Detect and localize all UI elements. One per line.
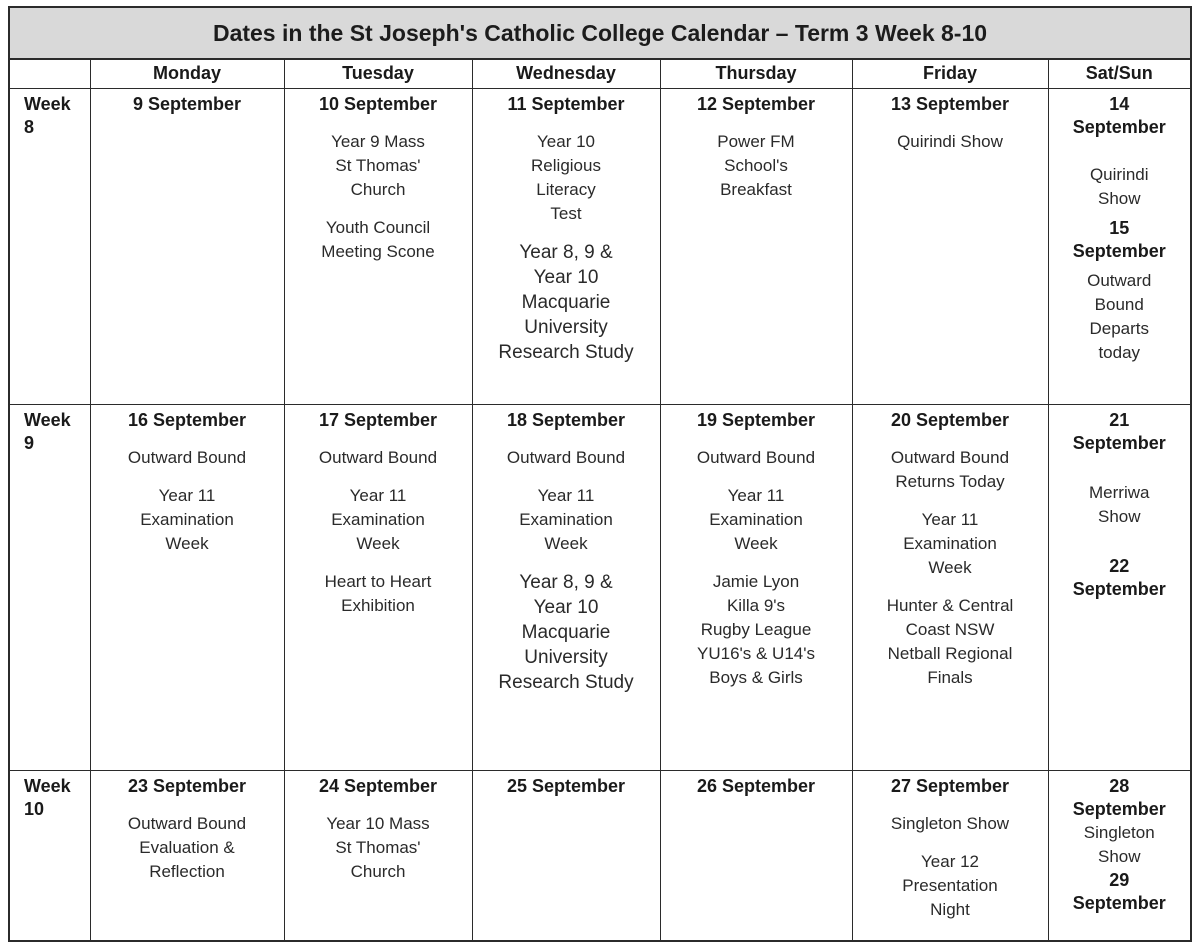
event-line: Outward Bound	[696, 447, 816, 467]
event	[477, 446, 656, 470]
event-line: Quirindi Show	[897, 131, 1003, 151]
weekend-date-line: September	[1072, 240, 1166, 261]
day-cell	[472, 770, 660, 942]
event	[665, 446, 848, 470]
event-line: Heart to Heart	[324, 571, 432, 591]
event-line: Presentation	[902, 875, 998, 895]
weekend-date-line: 15	[1109, 217, 1130, 238]
event	[95, 446, 280, 470]
event	[289, 812, 468, 884]
day-cell	[284, 404, 472, 770]
event-line: University	[524, 646, 608, 668]
event-line: Meeting Scone	[321, 241, 435, 261]
event	[857, 508, 1044, 580]
day-cell	[660, 88, 852, 404]
week-label	[10, 770, 90, 942]
weekend-event	[1053, 481, 1187, 529]
event-line: Year 11	[349, 485, 407, 505]
week-label-line: 8	[24, 116, 35, 137]
header-tuesday: Tuesday	[284, 60, 472, 88]
header-row	[10, 60, 1190, 88]
header-satsun: Sat/Sun	[1048, 60, 1190, 88]
weekend-event	[1053, 269, 1187, 365]
weekend-event-line: Departs	[1089, 318, 1150, 338]
day-date: 23 September	[127, 775, 247, 796]
weekend-date	[1053, 409, 1187, 455]
event-line: Coast NSW	[905, 619, 995, 639]
event	[857, 850, 1044, 922]
event-line: Singleton Show	[890, 813, 1010, 833]
event-line: Examination	[331, 509, 425, 529]
day-date: 16 September	[127, 409, 247, 430]
event-line: Finals	[927, 667, 973, 687]
event	[857, 446, 1044, 494]
calendar-title: Dates in the St Joseph's Catholic College Calendar – Term 3 Week 8-10	[10, 8, 1190, 60]
event-line: Jamie Lyon	[712, 571, 800, 591]
event	[477, 484, 656, 556]
event	[665, 484, 848, 556]
event-line: Week	[544, 533, 588, 553]
week-label	[10, 404, 90, 770]
day-cell	[852, 770, 1048, 942]
weekend-date-line: 22	[1109, 555, 1130, 576]
event	[477, 570, 656, 695]
day-date: 20 September	[890, 409, 1010, 430]
event-line: Youth Council	[325, 217, 431, 237]
weekend-date	[1053, 555, 1187, 601]
event	[477, 240, 656, 365]
event-line: St Thomas'	[335, 155, 421, 175]
event-line: Year 10	[533, 266, 599, 288]
event-line: Examination	[519, 509, 613, 529]
event	[857, 594, 1044, 690]
day-cell	[472, 88, 660, 404]
event-line: Examination	[140, 509, 234, 529]
header-wednesday: Wednesday	[472, 60, 660, 88]
event-line: Week	[165, 533, 209, 553]
calendar	[8, 6, 1192, 942]
day-cell	[852, 404, 1048, 770]
day-date: 9 September	[132, 93, 242, 114]
event-line: Returns Today	[895, 471, 1005, 491]
event	[289, 216, 468, 264]
week-label	[10, 88, 90, 404]
event-line: Year 11	[727, 485, 785, 505]
weekend-date	[1053, 217, 1187, 263]
weekend-date-line: 28	[1109, 775, 1130, 796]
day-date: 10 September	[318, 93, 438, 114]
day-cell	[284, 88, 472, 404]
event-line: Year 8, 9 &	[519, 241, 613, 263]
event	[289, 484, 468, 556]
event-line: YU16's & U14's	[697, 643, 815, 663]
event-line: Religious	[531, 155, 601, 175]
weekend-date-line: September	[1072, 798, 1166, 819]
event-line: Outward Bound	[127, 813, 247, 833]
day-date: 17 September	[318, 409, 438, 430]
weekend-event-line: Bound	[1094, 294, 1144, 314]
event-line: Examination	[709, 509, 803, 529]
week-label-line: 10	[24, 798, 45, 819]
weekend-event-line: Show	[1097, 506, 1141, 526]
event-line: Year 9 Mass	[331, 131, 425, 151]
day-cell	[90, 88, 284, 404]
event	[665, 570, 848, 690]
weekend-date-line: September	[1072, 578, 1166, 599]
weekend-event-line: Merriwa	[1089, 482, 1150, 502]
event-line: Rugby League	[700, 619, 812, 639]
week-row	[10, 770, 1190, 942]
event-line: Church	[350, 861, 406, 881]
weekend-cell	[1048, 770, 1190, 942]
event	[95, 812, 280, 884]
event-line: Research Study	[498, 341, 634, 363]
day-cell	[284, 770, 472, 942]
day-cell	[660, 404, 852, 770]
event-line: Literacy	[536, 179, 596, 199]
event-line: Test	[550, 203, 582, 223]
event-line: Boys & Girls	[709, 667, 803, 687]
day-cell	[852, 88, 1048, 404]
day-cell	[472, 404, 660, 770]
event-line: Outward Bound	[890, 447, 1010, 467]
event-line: Year 11	[921, 509, 979, 529]
weekend-date	[1053, 775, 1187, 821]
weekend-event-line: Show	[1097, 188, 1141, 208]
event-line: Outward Bound	[127, 447, 247, 467]
weekend-date-line: September	[1072, 432, 1166, 453]
week-row	[10, 404, 1190, 770]
event	[477, 130, 656, 226]
weekend-event-line: Show	[1097, 846, 1141, 866]
event-line: Year 12	[921, 851, 979, 871]
header-corner	[10, 60, 90, 88]
event	[95, 484, 280, 556]
event-line: Year 8, 9 &	[519, 571, 613, 593]
header-monday: Monday	[90, 60, 284, 88]
event-line: Week	[356, 533, 400, 553]
day-date: 13 September	[890, 93, 1010, 114]
week-label-line: 9	[24, 432, 35, 453]
weekend-event-line: Singleton	[1083, 822, 1155, 842]
event-line: St Thomas'	[335, 837, 421, 857]
day-date: 18 September	[506, 409, 626, 430]
day-date: 24 September	[318, 775, 438, 796]
event	[857, 812, 1044, 836]
event-line: Research Study	[498, 671, 634, 693]
event-line: Netball Regional	[887, 643, 1013, 663]
event-line: Year 10	[537, 131, 595, 151]
week-label-line: Week	[24, 775, 71, 796]
event-line: Breakfast	[720, 179, 792, 199]
event-line: Macquarie	[521, 291, 611, 313]
event-line: Week	[734, 533, 778, 553]
weekend-date-line: 14	[1109, 93, 1130, 114]
event	[289, 446, 468, 470]
event-line: Outward Bound	[318, 447, 438, 467]
day-date: 26 September	[696, 775, 816, 796]
event-line: Exhibition	[341, 595, 415, 615]
day-cell	[90, 770, 284, 942]
day-cell	[90, 404, 284, 770]
weekend-event-line: Quirindi	[1089, 164, 1149, 184]
week-label-line: Week	[24, 409, 71, 430]
day-date: 19 September	[696, 409, 816, 430]
weekend-date-line: September	[1072, 892, 1166, 913]
calendar-table	[10, 60, 1190, 942]
event-line: Church	[350, 179, 406, 199]
event	[289, 130, 468, 202]
weekend-cell	[1048, 404, 1190, 770]
event-line: Reflection	[149, 861, 225, 881]
event	[665, 130, 848, 202]
event-line: Outward Bound	[506, 447, 626, 467]
weekend-date	[1053, 869, 1187, 915]
event-line: Week	[928, 557, 972, 577]
header-friday: Friday	[852, 60, 1048, 88]
event-line: School's	[724, 155, 788, 175]
weekend-event-line: today	[1098, 342, 1141, 362]
day-date: 12 September	[696, 93, 816, 114]
header-thursday: Thursday	[660, 60, 852, 88]
day-date: 25 September	[506, 775, 626, 796]
weekend-date-line: September	[1072, 116, 1166, 137]
event-line: Year 10 Mass	[326, 813, 430, 833]
weekend-event-line: Outward	[1087, 270, 1152, 290]
day-date: 11 September	[507, 93, 625, 114]
day-date: 27 September	[890, 775, 1010, 796]
event-line: Macquarie	[521, 621, 611, 643]
event-line: Night	[930, 899, 970, 919]
event-line: Power FM	[717, 131, 795, 151]
event-line: Evaluation &	[139, 837, 235, 857]
weekend-date	[1053, 93, 1187, 139]
weekend-event	[1053, 821, 1187, 869]
event-line: Year 11	[158, 485, 216, 505]
event	[857, 130, 1044, 154]
event-line: Year 10	[533, 596, 599, 618]
event-line: Hunter & Central	[886, 595, 1014, 615]
weekend-date-line: 21	[1109, 409, 1130, 430]
week-row	[10, 88, 1190, 404]
day-cell	[660, 770, 852, 942]
weekend-date-line: 29	[1109, 869, 1130, 890]
event-line: University	[524, 316, 608, 338]
event-line: Examination	[903, 533, 997, 553]
weekend-event	[1053, 163, 1187, 211]
event	[289, 570, 468, 618]
event-line: Year 11	[537, 485, 595, 505]
week-label-line: Week	[24, 93, 71, 114]
weekend-cell	[1048, 88, 1190, 404]
event-line: Killa 9's	[726, 595, 786, 615]
